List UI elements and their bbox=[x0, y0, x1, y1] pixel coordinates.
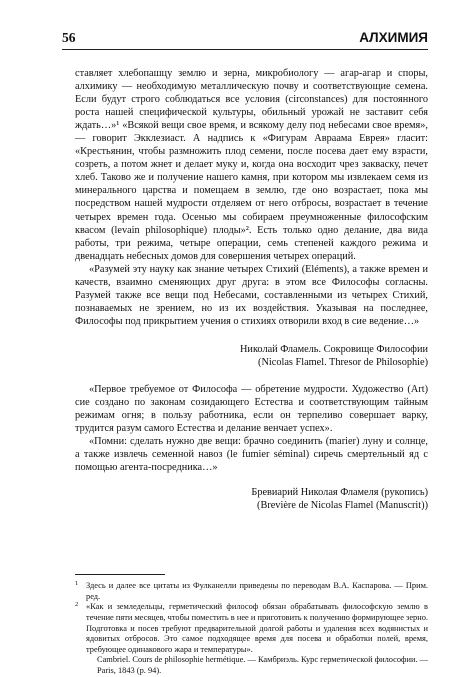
footnote-1-mark: 1 bbox=[75, 580, 79, 588]
header-rule bbox=[62, 49, 428, 50]
footnote-rule bbox=[75, 574, 165, 575]
attribution-2-author bbox=[75, 486, 428, 499]
main-text bbox=[75, 67, 428, 677]
paragraph-1: ставляет хлебопашцу землю и зерна, микробиологу — агар-агар и споры, алхимику — необходимую металлическую почву и соответствующие семена. Если будут строго соблюдаться все условия (circonstances) для постоянного роста нашей специфической культуры, обильный урожай не заставит себя ждать…»¹ «Всякой вещи свое время, и всякому делу под небесами свое время», — говорит Экклезиаст. А надпись к «Фигурам Авраама Еврея» гласит: «Крестьянин, чтобы размножить плод семени, после посева дает ему взрасти, созреть, а потом жнет и делает муку и, когда она восходит чрез закваску, печет хлеб. Таково же и получение нашего камня, при котором мы извлекаем семя из минерального царства и помещаем в землю, где оно возрастает, пока мы посредством нашей мудрости отделяем от него отбросы, возрастает в течение четырех времен года. Осенью мы собираем преумноженные философским квасом (levain philosophique) плоды»². Есть только одно делание, два вида работы, три режима, четыре операции, семь степеней каждого режима и двенадцать небесных домов для совершения четырех операций. bbox=[75, 68, 428, 262]
footnote-2-mark: 2 bbox=[75, 601, 79, 609]
paragraph-2: «Разумей эту науку как знание четырех Стихий (Eléments), а также времен и качеств, взаимно сменяющих друг друга: в этом все Философы согласны. Разумей также все вещи под Небесами, составленными из четырех Стихий, познаваемых не зрением, но из их воздействия. Указывая на последнее, Философы под прикрытием учения о стихиях отворили вход в сие ведение…» bbox=[75, 263, 428, 327]
attribution-2-original: (Brevière de Nicolas Flamel (Manuscrit)) bbox=[257, 500, 428, 512]
footnote-2-source: Cambriel. Cours de philosophie hermétique. — Камбриэль. Курс герметической философии. — Paris, 1843 (p. 94). bbox=[97, 655, 429, 676]
footnote-1-text: Здесь и далее все цитаты из Фулканелли приведены по переводам В.А. Каспарова. — Прим. ред. bbox=[86, 581, 428, 601]
attribution-2-text: Бревиарий Николая Фламеля (рукопись) bbox=[251, 487, 428, 499]
footnote-2-text: «Как и земледельцы, герметический философ обязан обрабатывать философскую землю в течение пяти месяцев, чтобы поместить в нее и приготовить к получению формирующее зерно. Подготовка и посев требуют предварительной долгой работы и удаления всех водянистых и ядовитых отбросов. Это самое подходящее время для посева и обработки полей, время, требующее одинакового жара и температуры». bbox=[86, 602, 428, 654]
attribution-1-original: (Nicolas Flamel. Thresor de Philosophie) bbox=[258, 356, 428, 368]
page-header bbox=[62, 30, 428, 50]
attribution-1-text: Николай Фламель. Сокровище Философии bbox=[240, 343, 428, 355]
page-number: 56 bbox=[62, 30, 76, 45]
attribution-1-author bbox=[75, 343, 428, 356]
running-title: АЛХИМИЯ bbox=[359, 30, 428, 45]
paragraph-4: «Помни: сделать нужно две вещи: брачно соединить (marier) луну и солнце, а также извлечь семенной навоз (le fumier séminal) сиречь смертельный яд с помощью агента-посредника…» bbox=[75, 436, 428, 474]
footnote-2 bbox=[75, 602, 428, 655]
footnote-1 bbox=[75, 581, 428, 602]
paragraph-3: «Первое требуемое от Философа — обретение мудрости. Художество (Art) сие создано по законам созидающего Естества и соответствующим тайным режимам огня; в пользу работника, если он терпеливо совершает варку, трудится разум самого Естества и делание венчает успех». bbox=[75, 383, 428, 435]
